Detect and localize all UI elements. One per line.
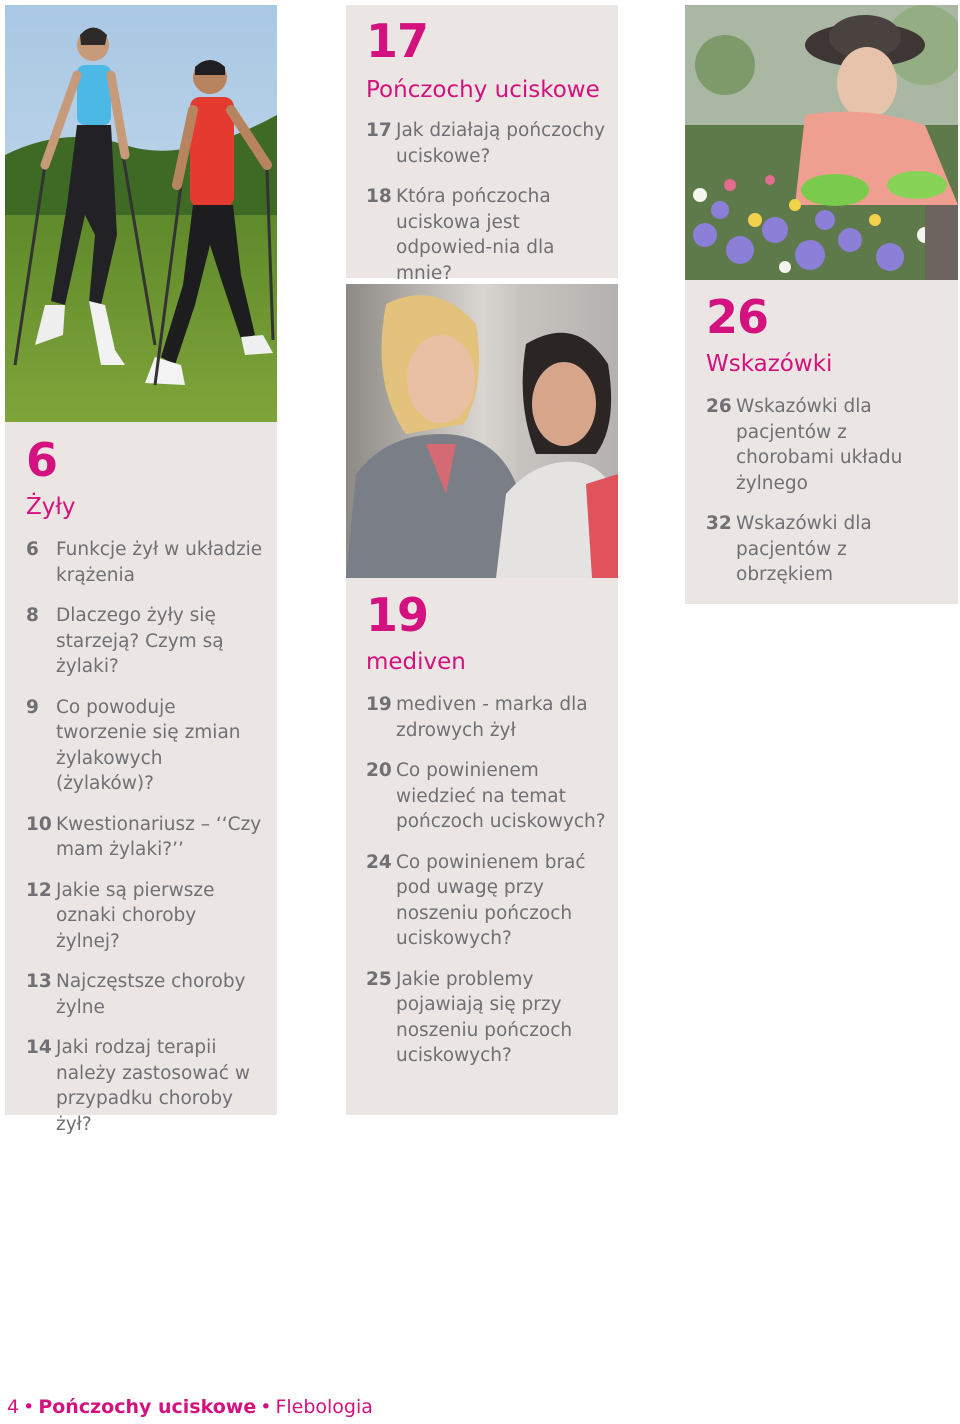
toc-page-number: 25 (366, 968, 392, 990)
section-number: 26 (706, 290, 769, 344)
toc-item[interactable] (366, 692, 608, 743)
toc-item-text: Jakie są pierwsze oznaki choroby żylnej? (56, 879, 215, 952)
footer-book-title: Pończochy uciskowe (38, 1396, 257, 1418)
toc-item[interactable] (26, 695, 263, 797)
section-title: mediven (366, 649, 466, 675)
section-number: 6 (26, 433, 58, 487)
gardening-woman-photo (685, 5, 958, 280)
toc-page-number: 18 (366, 186, 392, 207)
section-number: 17 (366, 14, 429, 68)
toc-item-text: Wskazówki dla pacjentów z obrzękiem (736, 513, 872, 585)
toc-item[interactable] (366, 118, 608, 169)
toc-item-text: Co powinienem wiedzieć na temat pończoch uciskowych? (396, 760, 606, 832)
toc-page-number: 19 (366, 694, 392, 715)
toc-page-number: 12 (26, 879, 52, 901)
section-title: Żyły (26, 494, 76, 520)
section-title: Wskazówki (706, 351, 833, 377)
footer-page-number: 4 (7, 1396, 20, 1418)
toc-item[interactable] (26, 603, 263, 680)
toc-item-text: Która pończocha uciskowa jest odpowied-nia dla mnie? (396, 186, 555, 284)
toc-item-text: Kwestionariusz – ‘‘Czy mam żylaki?’’ (56, 813, 262, 860)
toc-item[interactable] (366, 967, 608, 1069)
toc-page-number: 20 (366, 760, 392, 781)
toc-item[interactable] (26, 537, 263, 588)
toc-page-number: 6 (26, 539, 39, 560)
toc-item[interactable] (366, 184, 608, 286)
two-women-photo (346, 284, 618, 578)
section-veins (5, 422, 277, 1135)
toc-item[interactable] (26, 878, 263, 955)
nordic-walking-photo (5, 5, 277, 422)
toc-page-number: 32 (706, 513, 732, 534)
toc-list (366, 118, 608, 286)
section-number: 19 (366, 588, 429, 642)
toc-item[interactable] (706, 511, 946, 588)
toc-item-text: Jak działają pończochy uciskowe? (396, 120, 606, 167)
toc-item-text: Co powinienem brać pod uwagę przy noszeniu pończoch uciskowych? (396, 851, 586, 949)
section-title: Pończochy uciskowe (366, 77, 600, 103)
toc-list (366, 692, 608, 1069)
page-footer (7, 1394, 373, 1420)
toc-item-text: Co powoduje tworzenie się zmian żylakowych (żylaków)? (56, 696, 241, 794)
section-tips (685, 280, 958, 604)
toc-item[interactable] (366, 758, 608, 835)
toc-item-text: Jaki rodzaj terapii należy zastosować w przypadku choroby żył? (56, 1037, 250, 1135)
toc-item[interactable] (26, 1035, 263, 1137)
footer-separator: • (260, 1396, 272, 1418)
toc-page-number: 8 (26, 605, 39, 626)
toc-item-text: mediven - marka dla zdrowych żył (396, 694, 588, 741)
toc-item-text: Najczęstsze choroby żylne (56, 971, 246, 1018)
toc-item-text: Dlaczego żyły się starzeją? Czym są żylaki? (56, 605, 224, 677)
toc-page-number: 14 (26, 1037, 52, 1058)
toc-page-number: 17 (366, 120, 392, 141)
toc-item-text: Wskazówki dla pacjentów z chorobami układu żylnego (736, 396, 903, 494)
toc-page-number: 13 (26, 971, 52, 992)
section-mediven (346, 578, 618, 1115)
footer-separator: • (23, 1396, 35, 1418)
toc-item[interactable] (706, 394, 946, 496)
section-stockings (346, 5, 618, 284)
toc-list (706, 394, 946, 588)
toc-item-text: Funkcje żył w układzie krążenia (56, 539, 263, 586)
toc-item-text: Jakie problemy pojawiają się przy noszeniu pończoch uciskowych? (396, 968, 573, 1066)
toc-item[interactable] (26, 969, 263, 1020)
toc-list (26, 537, 263, 1137)
toc-page-number: 24 (366, 851, 392, 873)
toc-item[interactable] (26, 812, 263, 863)
toc-page-number: 9 (26, 696, 39, 718)
toc-item[interactable] (366, 850, 608, 952)
footer-category: Flebologia (275, 1396, 373, 1418)
toc-page-number: 26 (706, 396, 732, 417)
toc-page-number: 10 (26, 813, 52, 835)
